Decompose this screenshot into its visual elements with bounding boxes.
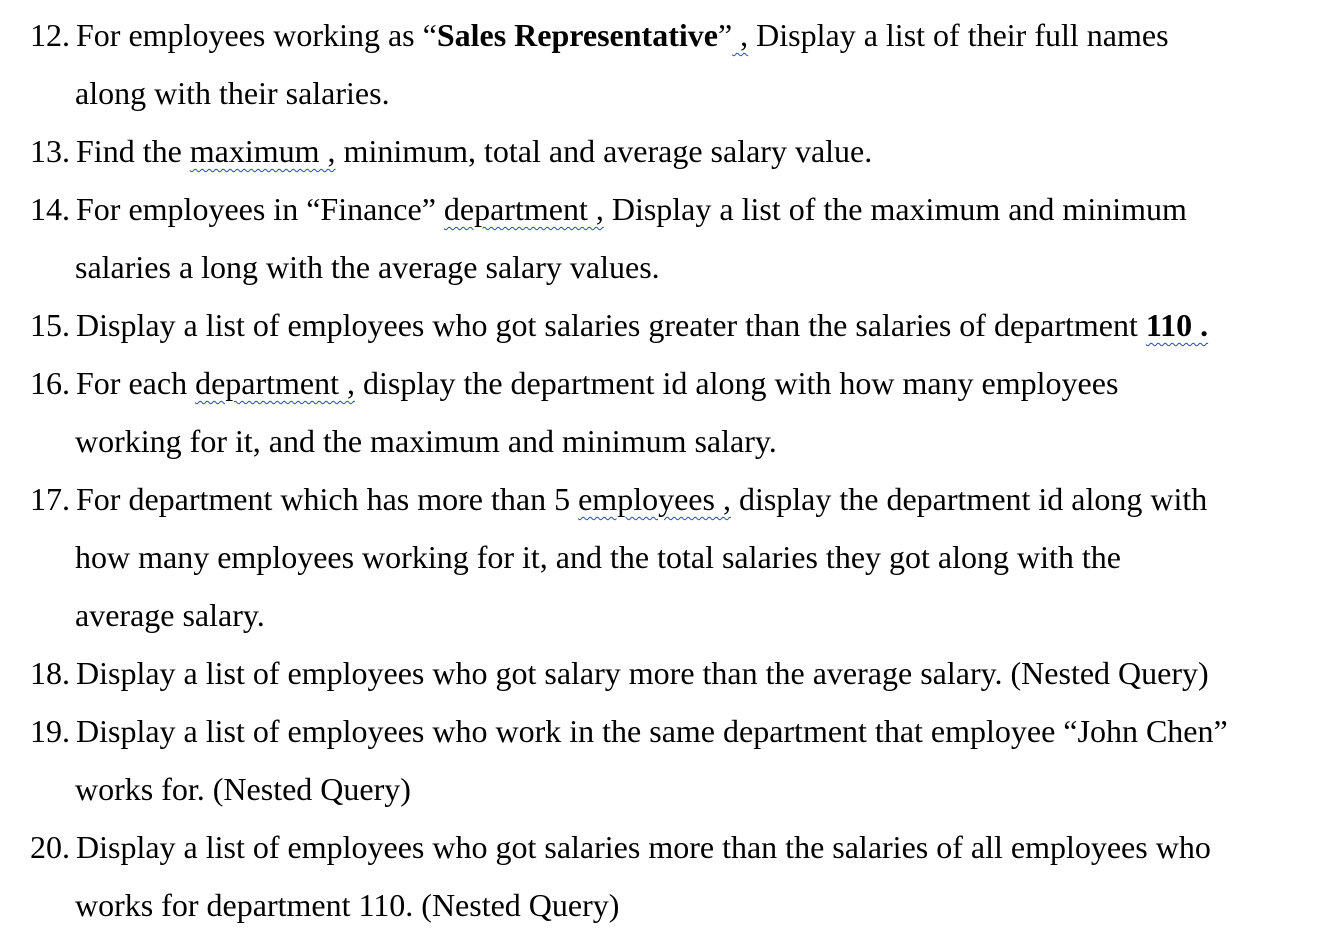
item-number: 20. <box>30 829 70 865</box>
item-text: For department which has more than 5 employees , display the department id along with <box>76 481 1208 517</box>
item-text: works for department 110. (Nested Query) <box>75 887 620 923</box>
grammar-flag: 110 . <box>1145 307 1209 343</box>
grammar-flag: employees , <box>578 481 731 517</box>
grammar-flag: department , <box>195 365 355 401</box>
item-text: Display a list of employees who work in the same department that employee “John Chen” <box>76 713 1228 749</box>
grammar-flag: , <box>732 17 749 53</box>
item-number: 18. <box>30 655 70 691</box>
item-number: 14. <box>30 191 70 227</box>
item-number: 19. <box>30 713 70 749</box>
grammar-flag: department , <box>443 191 604 227</box>
item-text: how many employees working for it, and the total salaries they got along with the <box>75 539 1121 575</box>
item-text: For employees in “Finance” department , Display a list of the maximum and minimum <box>76 191 1187 227</box>
item-number: 12. <box>30 17 70 53</box>
item-number: 15. <box>30 307 70 343</box>
item-text: Display a list of employees who got salary more than the average salary. (Nested Query) <box>76 655 1209 691</box>
item-text: working for it, and the maximum and minimum salary. <box>75 423 777 459</box>
item-text: average salary. <box>75 597 265 633</box>
grammar-flag: maximum , <box>189 133 336 169</box>
item-text: Find the maximum , minimum, total and average salary value. <box>76 133 873 169</box>
item-text: along with their salaries. <box>75 75 390 111</box>
item-text: salaries a long with the average salary values. <box>75 249 660 285</box>
item-text: For employees working as “Sales Representative” , Display a list of their full names <box>76 17 1169 53</box>
item-text: works for. (Nested Query) <box>75 771 411 807</box>
item-number: 16. <box>30 365 70 401</box>
item-number: 17. <box>30 481 70 517</box>
item-text: Display a list of employees who got salaries greater than the salaries of department 110 . <box>76 307 1209 343</box>
item-number: 13. <box>30 133 70 169</box>
item-text: For each department , display the department id along with how many employees <box>76 365 1119 401</box>
bold-term: Sales Representative <box>436 17 718 53</box>
item-text: Display a list of employees who got salaries more than the salaries of all employees who <box>76 829 1211 865</box>
